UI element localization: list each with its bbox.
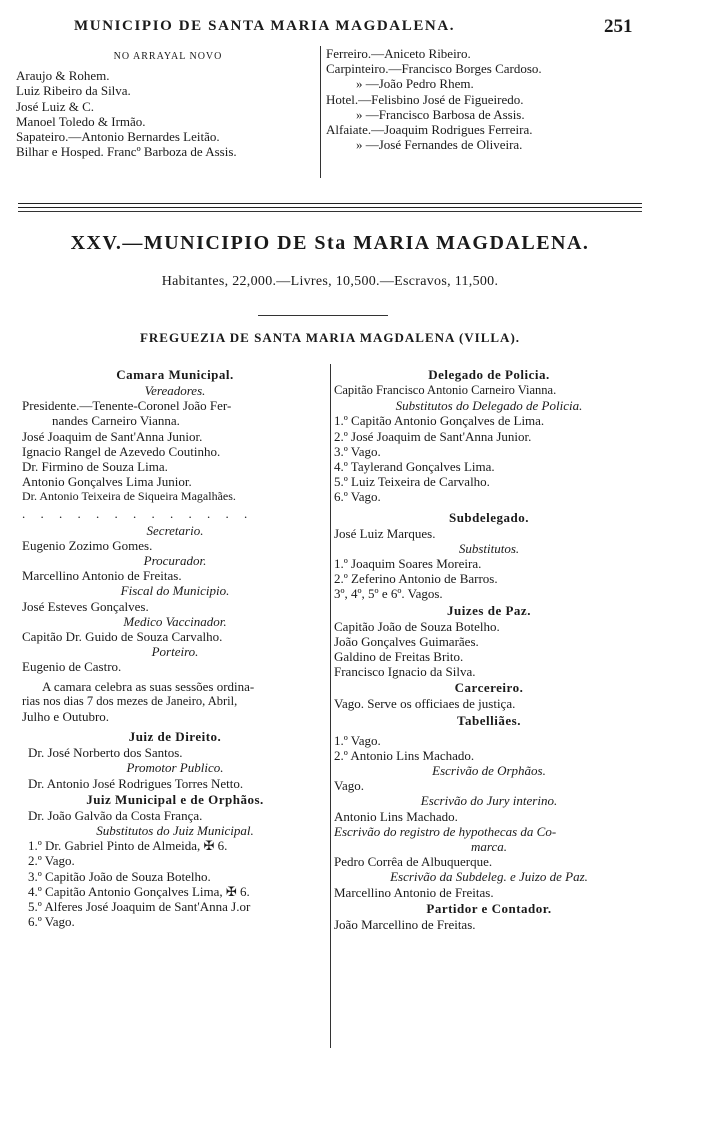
section-rule: [18, 203, 642, 208]
right-column: [334, 366, 644, 932]
list-item: Manoel Toledo & Irmão.: [16, 113, 146, 129]
list-item: Pedro Corrêa de Albuquerque.: [334, 854, 493, 870]
list-item: Antonio Lins Machado.: [334, 808, 458, 824]
list-item: Bilhar e Hosped. Francº Barboza de Assis.: [16, 144, 237, 160]
list-item: Carpinteiro.—Francisco Borges Cardoso.: [326, 61, 542, 77]
list-item: 2.º José Joaquim de Sant'Anna Junior.: [334, 428, 532, 444]
dot-leader: . . . . . . . . . . . . .: [22, 505, 254, 521]
short-rule: [258, 315, 388, 316]
subheading: Escrivão de Orphãos.: [432, 763, 546, 779]
list-item: 4.º Taylerand Gonçalves Lima.: [334, 459, 495, 475]
list-item: Ferreiro.—Aniceto Ribeiro.: [326, 46, 471, 61]
list-item: 2.º Zeferino Antonio de Barros.: [334, 571, 498, 587]
subheading: marca.: [471, 839, 507, 855]
section-heading: Partidor e Contador.: [426, 900, 552, 916]
section-heading: Tabelliães.: [457, 712, 521, 728]
subheading: Escrivão da Subdeleg. e Juizo de Paz.: [390, 869, 588, 885]
list-item: 1.º Capitão Antonio Gonçalves de Lima.: [334, 413, 545, 429]
list-item: » —João Pedro Rhem.: [356, 76, 474, 92]
subheading: Fiscal do Municipio.: [120, 583, 230, 599]
list-item: 6.º Vago.: [334, 489, 381, 505]
section-heading: Subdelegado.: [448, 509, 530, 525]
list-item: Dr. Firmino de Souza Lima.: [22, 459, 168, 475]
list-item: Galdino de Freitas Brito.: [334, 649, 464, 665]
list-item: Capitão Francisco Antonio Carneiro Vianna.: [334, 383, 557, 397]
subheading: Medico Vaccinador.: [123, 613, 227, 629]
list-item: 1.º Vago.: [334, 732, 381, 748]
list-item: Marcellino Antonio de Freitas.: [22, 568, 182, 584]
section-heading: Juiz Municipal e de Orphãos.: [86, 791, 264, 807]
list-item: 2.º Vago.: [28, 853, 75, 869]
subheading: Escrivão do registro de hypothecas da Co-: [334, 823, 557, 839]
list-item: Sapateiro.—Antonio Bernardes Leitão.: [16, 129, 220, 145]
list-item: Antonio Gonçalves Lima Junior.: [22, 474, 192, 490]
list-item: 1.º Joaquim Soares Moreira.: [334, 556, 482, 572]
subheading: Vereadores.: [144, 383, 206, 398]
parish-title: FREGUEZIA DE SANTA MARIA MAGDALENA (VILLA).: [139, 330, 521, 345]
paragraph-line: Julho e Outubro.: [22, 709, 110, 725]
list-item: 5.º Luiz Teixeira de Carvalho.: [334, 474, 490, 490]
list-item: Luiz Ribeiro da Silva.: [16, 83, 131, 99]
list-item: 5.º Alferes José Joaquim de Sant'Anna J.or: [28, 899, 251, 915]
list-item: Eugenio de Castro.: [22, 659, 122, 675]
list-item: João Gonçalves Guimarães.: [334, 633, 479, 649]
list-item: Ignacio Rangel de Azevedo Coutinho.: [22, 443, 221, 459]
list-item: 6.º Vago.: [28, 914, 75, 930]
list-item: Dr. Antonio José Rodrigues Torres Netto.: [28, 775, 244, 791]
page-number: 251: [604, 16, 633, 37]
list-item: Vago.: [334, 778, 364, 794]
subheading: Substitutos.: [458, 540, 520, 556]
list-item: nandes Carneiro Vianna.: [52, 413, 180, 429]
list-item: Francisco Ignacio da Silva.: [334, 664, 476, 680]
subheading: Porteiro.: [151, 644, 199, 660]
list-item: » —José Fernandes de Oliveira.: [356, 137, 523, 153]
list-item: Capitão João de Souza Botelho.: [334, 618, 500, 634]
subheading: Substitutos do Juiz Municipal.: [96, 823, 254, 839]
subheading: Substitutos do Delegado de Policia.: [395, 398, 583, 414]
running-head: MUNICIPIO DE SANTA MARIA MAGDALENA.: [74, 18, 456, 34]
column-divider: [320, 46, 321, 178]
column-divider: [330, 364, 331, 1048]
list-item: 3.º Capitão João de Souza Botelho.: [28, 868, 211, 884]
section-heading: Juiz de Direito.: [128, 729, 222, 745]
section-heading: Juizes de Paz.: [447, 602, 531, 618]
section-rule: [18, 211, 642, 212]
list-item: Marcellino Antonio de Freitas.: [334, 884, 494, 900]
list-item: Presidente.—Tenente-Coronel João Fer-: [22, 398, 232, 414]
subheading: Escrivão do Jury interino.: [420, 793, 558, 809]
list-item: Eugenio Zozimo Gomes.: [22, 537, 153, 553]
list-item: José Joaquim de Sant'Anna Junior.: [22, 428, 203, 444]
section-heading: Camara Municipal.: [116, 367, 234, 382]
list-item: 1.º Dr. Gabriel Pinto de Almeida, ✠ 6.: [28, 838, 228, 854]
list-item: 3.º Vago.: [334, 443, 381, 459]
subheading: Secretario.: [146, 522, 204, 538]
list-item: Vago. Serve os officiaes de justiça.: [334, 696, 516, 712]
list-item: José Luiz & C.: [16, 98, 94, 114]
list-item: Alfaiate.—Joaquim Rodrigues Ferreira.: [326, 122, 533, 138]
top-right-listing: [326, 46, 636, 152]
arrayal-novo-title: NO ARRAYAL NOVO: [113, 51, 223, 62]
section-heading: Carcereiro.: [454, 680, 524, 696]
subheading: Promotor Publico.: [126, 760, 224, 776]
paragraph-line: A camara celebra as suas sessões ordina-: [42, 678, 255, 694]
list-item: Capitão Dr. Guido de Souza Carvalho.: [22, 629, 223, 645]
subheading: Procurador.: [143, 553, 207, 569]
list-item: Hotel.—Felisbino José de Figueiredo.: [326, 91, 524, 107]
paragraph-line: rias nos dias 7 dos mezes de Janeiro, Abril,: [22, 693, 238, 708]
list-item: José Esteves Gonçalves.: [22, 598, 149, 614]
chapter-title: XXV.—MUNICIPIO DE Sta MARIA MAGDALENA.: [70, 232, 590, 254]
list-item: João Marcellino de Freitas.: [334, 916, 476, 932]
list-item: » —Francisco Barbosa de Assis.: [356, 106, 525, 122]
left-column: [22, 366, 328, 930]
list-item: Dr. José Norberto dos Santos.: [28, 745, 183, 761]
list-item: José Luiz Marques.: [334, 525, 436, 541]
list-item: 4.º Capitão Antonio Gonçalves Lima, ✠ 6.: [28, 883, 250, 899]
list-item: 3º, 4º, 5º e 6º. Vagos.: [334, 586, 443, 602]
list-item: Araujo & Rohem.: [16, 68, 110, 84]
list-item: Dr. Antonio Teixeira de Siqueira Magalhães.: [22, 489, 236, 504]
list-item: Dr. João Galvão da Costa França.: [28, 807, 203, 823]
list-item: 2.º Antonio Lins Machado.: [334, 747, 475, 763]
section-heading: Delegado de Policia.: [428, 367, 550, 382]
population-line: Habitantes, 22,000.—Livres, 10,500.—Escravos, 11,500.: [161, 274, 499, 289]
top-left-listing: [16, 49, 320, 159]
